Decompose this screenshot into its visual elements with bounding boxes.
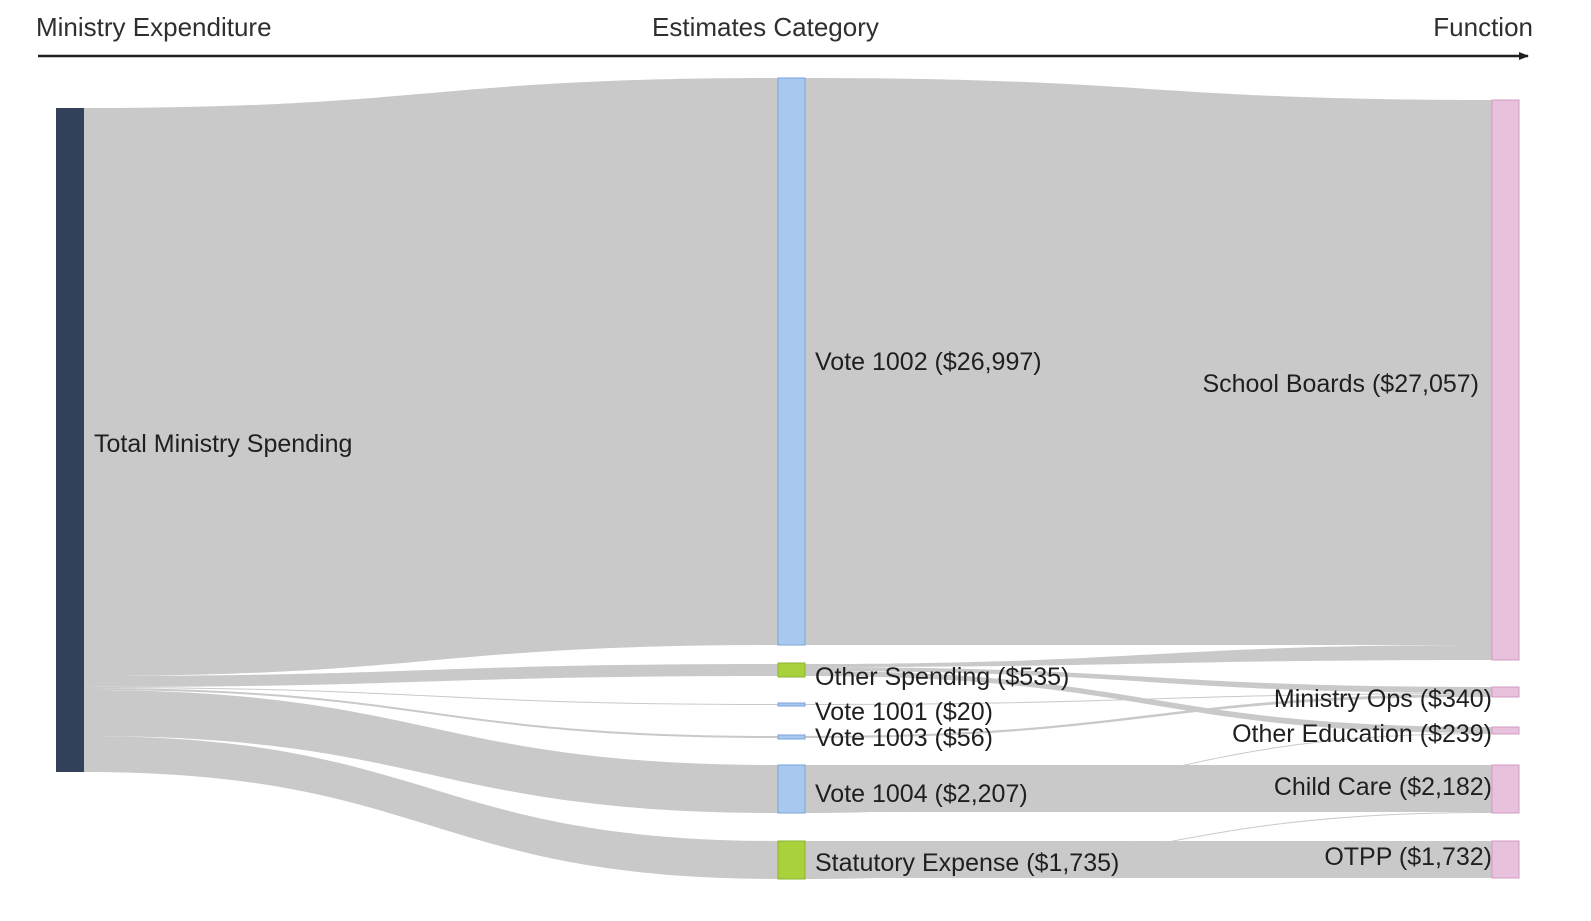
- node-vote-1003[interactable]: [778, 735, 805, 739]
- node-label-total-ministry-spending: Total Ministry Spending: [94, 430, 353, 458]
- node-label-statutory-expense: Statutory Expense ($1,735): [815, 849, 1120, 877]
- node-label-child-care: Child Care ($2,182): [1273, 773, 1492, 801]
- node-label-school-boards: School Boards ($27,057): [1202, 370, 1479, 398]
- node-other-education[interactable]: [1492, 727, 1519, 734]
- node-label-other-spending: Other Spending ($535): [815, 663, 1070, 691]
- node-other-spending[interactable]: [778, 663, 805, 677]
- node-child-care[interactable]: [1492, 765, 1519, 813]
- node-vote-1001[interactable]: [778, 703, 805, 706]
- node-school-boards[interactable]: [1492, 100, 1519, 660]
- node-label-vote-1002: Vote 1002 ($26,997): [815, 348, 1042, 376]
- column-header-estimates-category: Estimates Category: [652, 12, 879, 42]
- node-label-otpp: OTPP ($1,732): [1324, 843, 1492, 871]
- node-vote-1004[interactable]: [778, 765, 805, 813]
- link-total-vote1002: [84, 78, 778, 676]
- node-label-vote-1003: Vote 1003 ($56): [815, 724, 993, 752]
- node-label-vote-1001: Vote 1001 ($20): [815, 698, 993, 726]
- node-label-vote-1004: Vote 1004 ($2,207): [815, 780, 1028, 808]
- node-vote-1002[interactable]: [778, 78, 805, 645]
- node-total-ministry-spending[interactable]: [56, 108, 84, 772]
- node-ministry-ops[interactable]: [1492, 687, 1519, 697]
- node-label-other-education: Other Education ($239): [1232, 720, 1492, 748]
- node-statutory-expense[interactable]: [778, 841, 805, 879]
- column-header-function: Function: [1433, 12, 1533, 42]
- node-otpp[interactable]: [1492, 841, 1519, 878]
- node-label-ministry-ops: Ministry Ops ($340): [1273, 685, 1492, 713]
- column-header-ministry-expenditure: Ministry Expenditure: [36, 12, 272, 42]
